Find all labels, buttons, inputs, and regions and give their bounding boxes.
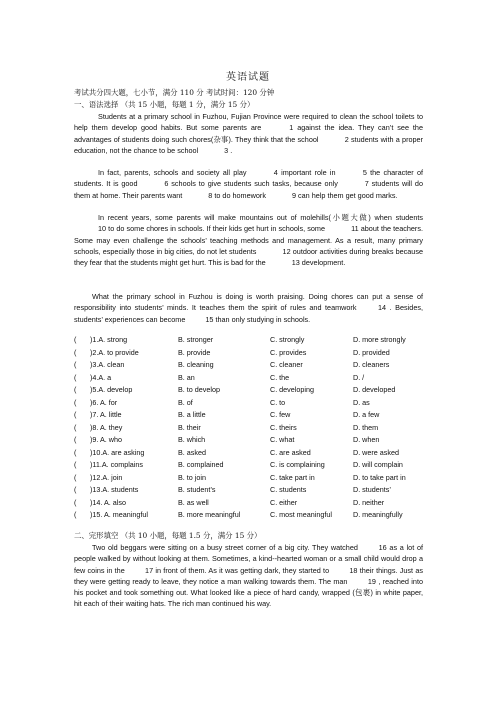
blank-number: 12 [282, 246, 291, 256]
question-row [74, 372, 426, 385]
option-d: D. to take part in [353, 472, 406, 482]
blank-number: 14 [378, 303, 387, 313]
blank-number: 4 [273, 168, 278, 177]
option-d: D. as [353, 397, 370, 407]
option-c: C. theirs [270, 422, 297, 432]
question-row [74, 347, 426, 360]
passage-text: as a lot of people walked by without looking at them. Sometimes, a kind--hearted woman or a small child would drop a few coins in the [74, 543, 423, 575]
option-b: B. as well [178, 497, 209, 507]
passage-text: than only studying in schools. [213, 314, 311, 324]
option-d: D. cleaners [353, 360, 390, 369]
option-a: )12.A. join [90, 472, 123, 482]
page-title: 英语试题 [226, 72, 270, 83]
passage-text: What the primary school in Fuzhou is doing is worth praising. Doing chores can put a sense of responsibility into students’ minds. It teaches them the spirit of rules and teamwork [74, 292, 423, 313]
option-d: D. a few [353, 410, 380, 419]
option-c: C. either [270, 497, 298, 507]
option-d: D. provided [353, 347, 390, 357]
blank-number: 1 [289, 123, 294, 133]
option-c: C. strongly [270, 335, 305, 344]
section-2-title: 二、完形填空 （共 10 小题，每题 1.5 分，满分 15 分） [74, 531, 262, 540]
option-d: D. when [353, 435, 380, 444]
question-row [74, 459, 426, 472]
passage-text: outdoor activities during breaks because they fear that the students might get hurt. This is bad for the [74, 246, 423, 268]
blank-number: 3 [224, 145, 229, 155]
question-options-list [74, 334, 426, 522]
passage-text: Two old beggars were sitting on a busy street corner of a big city. They watched [92, 543, 361, 552]
option-b: B. an [178, 372, 195, 382]
option-c: C. is complaining [270, 460, 325, 469]
option-a: )10.A. are asking [90, 447, 145, 457]
passage-text: the character of students. It is good [74, 168, 423, 189]
option-a: )3.A. clean [90, 360, 125, 369]
option-b: B. their [178, 422, 201, 432]
question-row [74, 434, 426, 447]
option-d: D. students’ [353, 485, 391, 494]
question-row [74, 334, 426, 347]
passage-text: to do some chores in schools. If their kids get hurt in schools, some [106, 224, 328, 234]
blank-number: 19 [367, 576, 376, 586]
option-d: D. meaningfully [353, 510, 403, 519]
answer-bracket: ( [74, 497, 77, 507]
passage-text: students with a proper education, not the chance to be school [74, 134, 423, 155]
option-a: )5.A. develop [90, 385, 133, 394]
option-a: )1.A. strong [90, 335, 128, 344]
blank-number: 2 [344, 134, 349, 144]
answer-bracket: ( [74, 410, 77, 419]
option-c: C. take part in [270, 472, 315, 482]
passage-text: In recent years, some parents will make mountains out of molehills(小题大做) when students [98, 213, 423, 222]
answer-bracket: ( [74, 447, 77, 457]
blank-number: 17 [145, 565, 154, 575]
blank-number: 18 [349, 565, 358, 575]
passage2-paragraph [74, 542, 423, 610]
passage1-paragraph [74, 212, 423, 268]
option-b: B. stronger [178, 335, 214, 344]
option-b: B. a little [178, 410, 206, 419]
passage-text: Students at a primary school in Fuzhou, Fujian Province were required to clean the school toilets to help them develop good habits. But some parents are [74, 112, 423, 133]
blank-number: 7 [364, 179, 369, 189]
answer-bracket: ( [74, 360, 77, 369]
option-a: )4.A. a [90, 372, 112, 382]
passage-text: to do homework [212, 190, 268, 200]
answer-bracket: ( [74, 347, 77, 357]
question-row [74, 484, 426, 497]
blank-number: 16 [378, 543, 387, 552]
blank-number: 8 [208, 190, 213, 200]
option-c: C. what [270, 435, 295, 444]
passage-text: important role in [277, 168, 339, 177]
option-c: C. few [270, 410, 291, 419]
blank-number: 11 [351, 224, 359, 234]
option-b: B. of [178, 397, 193, 407]
blank-number: 6 [164, 179, 169, 189]
passage-text: against the idea. They can’t see the advantages of students doing such chores(杂事). They think that the school [74, 123, 423, 144]
passage-text: , reached into his pocket and took something out. What looked like a piece of hard candy, wrapped (包裹) in white paper, hit each of their waiting hats. The rich man continued his way. [74, 576, 423, 609]
section-1-title: 一、语法选择 （共 15 小题，每题 1 分，满分 15 分） [74, 100, 255, 109]
blank-number: 13 [291, 258, 300, 268]
passage-text: can help them get good marks. [296, 190, 398, 200]
passage-text: in front of them. As it was getting dark, they started to [153, 565, 332, 575]
question-row [74, 422, 426, 435]
passage-text: students will do them at home. Their parents want [74, 179, 423, 200]
question-row [74, 359, 426, 372]
option-a: )14. A. also [90, 497, 126, 507]
blank-number: 5 [362, 168, 367, 177]
question-row [74, 397, 426, 410]
passage-text: their things. Just as they were getting ready to leave, they notice a man walking towards them. The man [74, 565, 423, 586]
question-row [74, 384, 426, 397]
option-b: B. student’s [178, 485, 216, 494]
option-a: )2.A. to provide [90, 347, 139, 357]
option-a: )8. A. they [90, 422, 123, 432]
answer-bracket: ( [74, 335, 77, 344]
answer-bracket: ( [74, 472, 77, 482]
option-b: B. complained [178, 460, 224, 469]
answer-bracket: ( [74, 372, 77, 382]
passage-text: In fact, parents, schools and society all play [98, 168, 250, 177]
option-a: )15. A. meaningful [90, 510, 148, 519]
option-b: B. to join [178, 472, 206, 482]
option-d: D. more strongly [353, 335, 406, 344]
option-d: D. / [353, 372, 365, 382]
option-c: C. are asked [270, 447, 311, 457]
answer-bracket: ( [74, 510, 77, 519]
passage-text: schools to give students such tasks, because only [168, 179, 341, 189]
answer-bracket: ( [74, 435, 77, 444]
option-c: C. most meaningful [270, 510, 332, 519]
question-row [74, 509, 426, 522]
exam-info: 考试共分四大题，七小节，满分 110 分 考试时间：120 分钟 [74, 88, 275, 97]
question-row [74, 472, 426, 485]
blank-number: 15 [205, 314, 214, 324]
answer-bracket: ( [74, 485, 77, 494]
answer-bracket: ( [74, 422, 77, 432]
passage-text: development. [299, 258, 346, 268]
passage1-paragraph [74, 291, 423, 325]
option-b: B. asked [178, 447, 206, 457]
answer-bracket: ( [74, 397, 77, 407]
passage-text: . [228, 145, 233, 155]
option-a: )11.A. complains [90, 460, 143, 469]
option-c: C. developing [270, 385, 314, 394]
question-row [74, 409, 426, 422]
passage-text: . Besides, students’ experiences can become [74, 303, 423, 324]
option-b: B. cleaning [178, 360, 214, 369]
question-row [74, 447, 426, 460]
option-b: B. which [178, 435, 206, 444]
option-d: D. developed [353, 385, 396, 394]
option-c: C. cleaner [270, 360, 303, 369]
option-b: B. provide [178, 347, 211, 357]
option-c: C. students [270, 485, 307, 494]
blank-number: 10 [98, 224, 107, 234]
option-a: )13.A. students [90, 485, 139, 494]
answer-bracket: ( [74, 385, 77, 394]
option-a: )7. A. little [90, 410, 122, 419]
option-c: C. provides [270, 347, 307, 357]
option-b: B. more meaningful [178, 510, 241, 519]
answer-bracket: ( [74, 460, 77, 469]
option-d: D. were asked [353, 447, 399, 457]
blank-number: 9 [291, 190, 297, 200]
option-d: D. neither [353, 497, 385, 507]
passage-text: about the teachers. Some may even challenge the schools’ teaching methods and management. As a result, many primary schools, especially those in big cities, do not let students [74, 224, 423, 256]
passage1-paragraph [74, 111, 423, 156]
option-d: D. will complain [353, 460, 403, 469]
passage1-paragraph [74, 167, 423, 201]
option-b: B. to develop [178, 385, 220, 394]
option-c: C. the [270, 372, 290, 382]
option-a: )6. A. for [90, 397, 118, 407]
option-d: D. them [353, 422, 379, 432]
question-row [74, 497, 426, 510]
option-a: )9. A. who [90, 435, 122, 444]
option-c: C. to [270, 397, 286, 407]
